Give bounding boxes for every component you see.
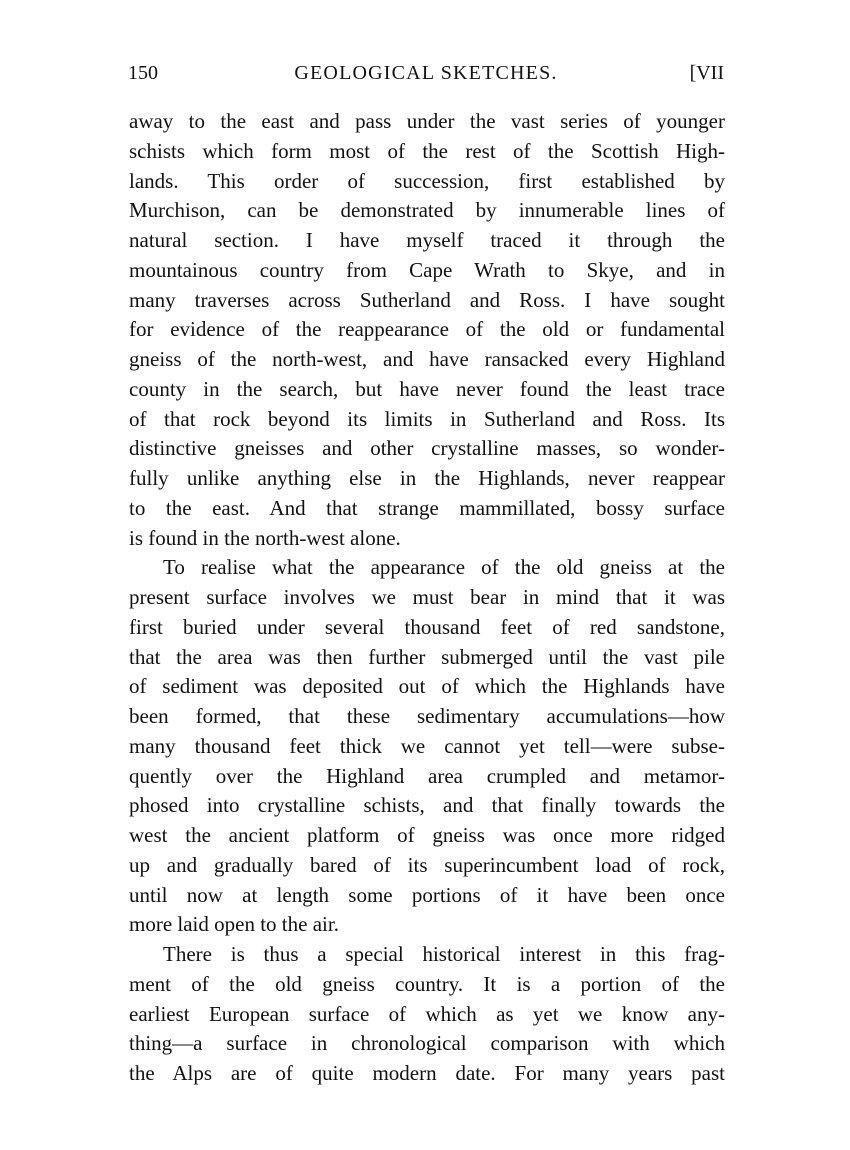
paragraph <box>129 553 725 940</box>
paragraph <box>129 107 725 553</box>
text-line: for evidence of the reappearance of the old or fundamental <box>129 317 725 342</box>
text-line: There is thus a special historical interest in this frag- <box>163 942 725 966</box>
page-number: 150 <box>128 62 158 84</box>
text-line: gneiss of the north-west, and have ransacked every Highland <box>129 347 725 371</box>
running-title: GEOLOGICAL SKETCHES. <box>294 62 558 84</box>
text-line: distinctive gneisses and other crystalline masses, so wonder- <box>129 436 725 461</box>
text-line: phosed into crystalline schists, and that finally towards the <box>129 793 725 818</box>
chapter-mark: [VII <box>689 62 724 84</box>
text-line: schists which form most of the rest of the Scottish High- <box>129 138 725 163</box>
text-line: To realise what the appearance of the old gneiss at the <box>163 555 725 580</box>
running-header <box>128 58 724 88</box>
text-line: Murchison, can be demonstrated by innumerable lines of <box>129 198 725 223</box>
text-line: fully unlike anything else in the Highlands, never reappear <box>129 466 725 490</box>
text-line: that the area was then further submerged until the vast pile <box>129 644 725 669</box>
text-line: many thousand feet thick we cannot yet tell—were subse- <box>129 733 725 758</box>
text-line: many traverses across Sutherland and Ross. I have sought <box>129 287 725 312</box>
text-line: the Alps are of quite modern date. For many years past <box>129 1061 725 1085</box>
text-line: mountainous country from Cape Wrath to Skye, and in <box>129 257 725 282</box>
text-line: quently over the Highland area crumpled and metamor- <box>129 763 725 788</box>
text-line: west the ancient platform of gneiss was once more ridged <box>129 823 725 847</box>
text-line: is found in the north-west alone. <box>129 525 401 550</box>
text-line: thing—a surface in chronological comparison with which <box>129 1031 725 1056</box>
text-line: been formed, that these sedimentary accumulations—how <box>129 704 725 728</box>
text-line: of sediment was deposited out of which the Highlands have <box>129 674 725 699</box>
text-line: away to the east and pass under the vast series of younger <box>129 109 725 133</box>
text-line: earliest European surface of which as yet we know any- <box>129 1001 725 1026</box>
text-line: of that rock beyond its limits in Sutherland and Ross. Its <box>129 406 725 431</box>
paragraph <box>129 940 725 1089</box>
text-line: county in the search, but have never found the least trace <box>129 376 725 401</box>
body-text <box>129 107 725 1089</box>
text-line: lands. This order of succession, first established by <box>129 168 725 193</box>
text-line: natural section. I have myself traced it through the <box>129 228 725 252</box>
text-line: ment of the old gneiss country. It is a portion of the <box>129 971 725 996</box>
text-line: first buried under several thousand feet of red sandstone, <box>129 614 725 639</box>
text-line: present surface involves we must bear in mind that it was <box>129 585 725 609</box>
text-line: to the east. And that strange mammillated, bossy surface <box>129 495 725 520</box>
text-line: up and gradually bared of its superincumbent load of rock, <box>129 852 725 877</box>
text-line: more laid open to the air. <box>129 912 339 937</box>
text-line: until now at length some portions of it have been once <box>129 882 725 907</box>
